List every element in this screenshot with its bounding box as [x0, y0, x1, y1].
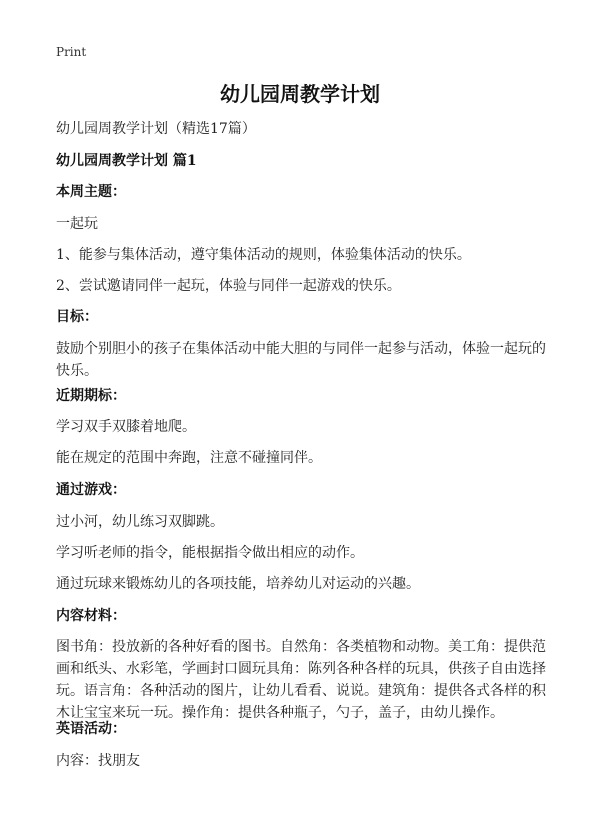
section-title: 幼儿园周教学计划 篇1 [56, 153, 197, 169]
theme-item-2: 2、尝试邀请同伴一起玩，体验与同伴一起游戏的快乐。 [56, 278, 401, 294]
theme-name: 一起玩 [56, 216, 98, 232]
goal-text: 鼓励个别胆小的孩子在集体活动中能大胆的与同伴一起参与活动，体验一起玩的快乐。 [56, 341, 546, 379]
theme-heading: 本周主题： [56, 184, 126, 200]
material-heading: 内容材料： [56, 608, 126, 624]
game-item-3: 通过玩球来锻炼幼儿的各项技能，培养幼儿对运动的兴趣。 [56, 576, 420, 592]
near-item-2: 能在规定的范围中奔跑，注意不碰撞同伴。 [56, 450, 322, 466]
material-text: 图书角：投放新的各种好看的图书。自然角：各类植物和动物。美工角：提供范画和纸头、水彩笔，学画封口圆玩具角：陈列各种各样的玩具，供孩子自由选择玩。语言角：各种活动的图片，让幼儿看看、说说。建筑角：提供各式各样的积木让宝宝来玩一玩。操作角：提供各种瓶子，勺子，盖子，由幼儿操作。 [56, 639, 546, 721]
near-item-1: 学习双手双膝着地爬。 [56, 419, 196, 435]
doc-subtitle: 幼儿园周教学计划（精选17篇） [56, 121, 256, 137]
theme-item-1: 1、能参与集体活动，遵守集体活动的规则，体验集体活动的快乐。 [56, 247, 471, 263]
near-heading: 近期期标： [56, 388, 126, 404]
page-title: 幼儿园周教学计划 [220, 82, 380, 106]
print-link[interactable]: Print [56, 45, 87, 59]
english-text: 内容：找朋友 [56, 753, 140, 769]
game-heading: 通过游戏： [56, 482, 126, 498]
english-heading: 英语活动： [56, 721, 126, 737]
goal-heading: 目标： [56, 309, 98, 325]
game-item-1: 过小河，幼儿练习双脚跳。 [56, 514, 224, 530]
game-item-2: 学习听老师的指令，能根据指令做出相应的动作。 [56, 545, 364, 561]
